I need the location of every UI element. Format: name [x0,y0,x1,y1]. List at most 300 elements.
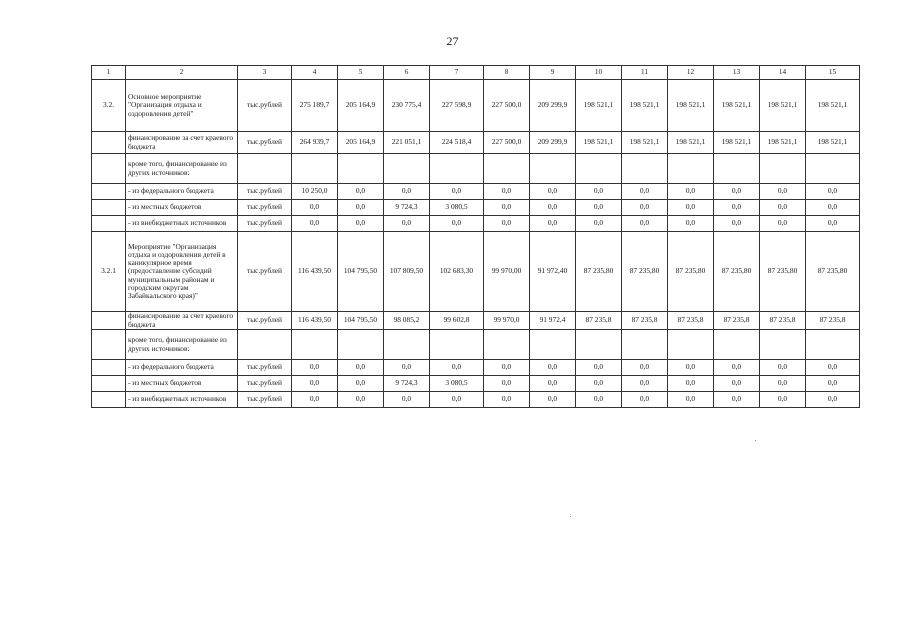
cell-text: 0,0 [827,394,838,404]
cell-text: тыс.рублей [246,137,283,147]
amount-cell [622,184,668,200]
amount-cell [622,80,668,132]
amount-cell [760,216,806,232]
row-code [92,392,126,408]
amount-cell [760,392,806,408]
cell-text: 0,0 [355,218,366,228]
row-code [92,216,126,232]
amount-cell [384,80,430,132]
amount-cell [622,312,668,330]
cell-text: 0,0 [639,202,650,212]
column-header: 5 [338,66,384,80]
cell-text: 0,0 [451,394,462,404]
cell-text: тыс.рублей [246,100,283,110]
description-text: финансирование за счет краевого бюджета [128,311,234,329]
row-unit [238,184,292,200]
cell-text: 0,0 [827,202,838,212]
row-code [92,132,126,154]
amount-cell [484,132,530,154]
cell-text: 0,0 [777,202,788,212]
cell-text: 221 051,1 [391,137,422,147]
cell-text: 0,0 [731,362,742,372]
cell-text: 0,0 [547,362,558,372]
amount-cell [806,216,860,232]
amount-cell [384,312,430,330]
amount-cell [384,132,430,154]
row-3-2-other-note [92,154,860,184]
cell-text: 0,0 [547,378,558,388]
row-unit [238,132,292,154]
cell-text: тыс.рублей [246,378,283,388]
description-text: - из внебюджетных источников [128,394,227,404]
cell-text: 0,0 [501,394,512,404]
cell-text: 0,0 [355,202,366,212]
cell-text: 102 683,30 [439,266,474,276]
cell-text: 0,0 [501,202,512,212]
cell-text: 3.2.1 [101,266,116,276]
cell-text: 87 235,80 [721,266,752,276]
scan-speck [755,440,756,441]
amount-cell [430,312,484,330]
cell-text: 0,0 [731,186,742,196]
cell-text: 198 521,1 [721,100,752,110]
cell-text: 0,0 [827,218,838,228]
budget-table [91,65,860,408]
cell-text: 87 235,80 [629,266,660,276]
amount-cell [530,376,576,392]
amount-cell [292,360,338,376]
cell-text: тыс.рублей [246,394,283,404]
cell-text: 0,0 [777,218,788,228]
amount-cell [714,360,760,376]
amount-cell [430,376,484,392]
cell-text: 99 970,0 [493,315,520,325]
amount-cell [484,80,530,132]
amount-cell [430,330,484,360]
cell-text: тыс.рублей [246,186,283,196]
column-header: 15 [806,66,860,80]
amount-cell [576,376,622,392]
cell-text: 0,0 [309,202,320,212]
amount-cell [430,232,484,312]
row-description [126,232,238,312]
row-code [92,184,126,200]
amount-cell [714,330,760,360]
amount-cell [484,392,530,408]
amount-cell [530,154,576,184]
amount-cell [622,216,668,232]
column-header: 4 [292,66,338,80]
scan-speck [570,516,571,517]
amount-cell [384,232,430,312]
amount-cell [576,184,622,200]
cell-text: 3 080,5 [445,202,468,212]
cell-text: 0,0 [451,362,462,372]
cell-text: тыс.рублей [246,218,283,228]
amount-cell [576,132,622,154]
amount-cell [530,132,576,154]
amount-cell [714,154,760,184]
cell-text: 227 500,0 [491,100,522,110]
column-header: 7 [430,66,484,80]
amount-cell [338,80,384,132]
cell-text: 0,0 [685,202,696,212]
cell-text: 0,0 [777,378,788,388]
amount-cell [292,392,338,408]
row-code [92,330,126,360]
amount-cell [760,312,806,330]
cell-text: 0,0 [501,362,512,372]
amount-cell [384,184,430,200]
amount-cell [292,232,338,312]
column-header: 2 [126,66,238,80]
cell-text: 87 235,8 [819,315,846,325]
column-header: 11 [622,66,668,80]
amount-cell [530,80,576,132]
cell-text: 87 235,80 [583,266,614,276]
amount-cell [530,216,576,232]
row-code [92,154,126,184]
description-text: кроме того, финансирование из других источников: [128,335,227,353]
description-text: - из местных бюджетов [128,378,202,388]
amount-cell [576,216,622,232]
cell-text: 0,0 [401,218,412,228]
amount-cell [338,184,384,200]
cell-text: 3.2. [102,100,115,110]
amount-cell [484,330,530,360]
row-3-2-1-federal [92,360,860,376]
row-description [126,312,238,330]
amount-cell [714,312,760,330]
amount-cell [714,184,760,200]
cell-text: 230 775,4 [391,100,422,110]
amount-cell [668,80,714,132]
amount-cell [338,330,384,360]
cell-text: 0,0 [593,218,604,228]
cell-text: 0,0 [401,186,412,196]
row-description [126,360,238,376]
amount-cell [384,392,430,408]
cell-text: 0,0 [639,394,650,404]
amount-cell [576,232,622,312]
cell-text: 98 085,2 [393,315,420,325]
cell-text: 0,0 [547,394,558,404]
amount-cell [714,232,760,312]
amount-cell [430,392,484,408]
page-number: 27 [446,34,459,48]
amount-cell [430,184,484,200]
cell-text: 0,0 [593,186,604,196]
cell-text: 99 970,00 [491,266,522,276]
row-description [126,184,238,200]
cell-text: 104 795,50 [343,266,378,276]
row-unit [238,80,292,132]
cell-text: 87 235,8 [769,315,796,325]
amount-cell [576,312,622,330]
amount-cell [760,330,806,360]
amount-cell [484,312,530,330]
cell-text: 0,0 [355,362,366,372]
cell-text: 91 972,4 [539,315,566,325]
cell-text: 0,0 [401,394,412,404]
amount-cell [292,80,338,132]
amount-cell [484,216,530,232]
amount-cell [760,232,806,312]
row-description [126,376,238,392]
row-unit [238,376,292,392]
amount-cell [292,376,338,392]
column-header: 1 [92,66,126,80]
column-header: 14 [760,66,806,80]
header-row [92,66,860,80]
cell-text: 87 235,8 [585,315,612,325]
cell-text: 0,0 [451,186,462,196]
amount-cell [668,360,714,376]
amount-cell [806,330,860,360]
cell-text: 0,0 [451,218,462,228]
description-text: кроме того, финансирование из других источников: [128,159,227,177]
amount-cell [668,232,714,312]
amount-cell [714,132,760,154]
amount-cell [338,216,384,232]
cell-text: 0,0 [639,186,650,196]
cell-text: 0,0 [547,202,558,212]
description-text: Основное мероприятие "Организация отдыха и оздоровления детей" [128,92,202,118]
row-unit [238,232,292,312]
description-text: - из федерального бюджета [128,362,214,372]
amount-cell [714,80,760,132]
cell-text: 198 521,1 [629,137,660,147]
cell-text: 0,0 [355,378,366,388]
amount-cell [338,232,384,312]
cell-text: 0,0 [685,394,696,404]
row-3-2-1-extrabudget [92,392,860,408]
amount-cell [430,154,484,184]
row-unit [238,216,292,232]
cell-text: тыс.рублей [246,202,283,212]
amount-cell [760,184,806,200]
cell-text: 0,0 [685,186,696,196]
column-header: 8 [484,66,530,80]
cell-text: 198 521,1 [817,137,848,147]
amount-cell [576,392,622,408]
cell-text: 0,0 [827,186,838,196]
amount-cell [622,330,668,360]
amount-cell [530,360,576,376]
amount-cell [484,360,530,376]
amount-cell [530,330,576,360]
amount-cell [576,330,622,360]
cell-text: 0,0 [355,186,366,196]
cell-text: 0,0 [309,378,320,388]
cell-text: 227 598,9 [441,100,472,110]
cell-text: 99 602,8 [443,315,470,325]
row-unit [238,360,292,376]
row-description [126,392,238,408]
cell-text: 107 809,50 [389,266,424,276]
amount-cell [806,132,860,154]
amount-cell [338,312,384,330]
cell-text: 91 972,40 [537,266,568,276]
cell-text: 0,0 [309,218,320,228]
cell-text: тыс.рублей [246,266,283,276]
cell-text: 224 518,4 [441,137,472,147]
cell-text: 198 521,1 [817,100,848,110]
amount-cell [384,216,430,232]
amount-cell [806,200,860,216]
amount-cell [430,360,484,376]
description-text: - из местных бюджетов [128,202,202,212]
amount-cell [668,330,714,360]
amount-cell [292,216,338,232]
cell-text: 275 189,7 [299,100,330,110]
amount-cell [338,200,384,216]
cell-text: 0,0 [731,378,742,388]
amount-cell [668,312,714,330]
cell-text: 0,0 [355,394,366,404]
column-header: 12 [668,66,714,80]
amount-cell [530,392,576,408]
row-unit [238,200,292,216]
column-header: 10 [576,66,622,80]
amount-cell [806,360,860,376]
cell-text: 198 521,1 [767,137,798,147]
amount-cell [622,132,668,154]
amount-cell [338,376,384,392]
cell-text: 198 521,1 [675,100,706,110]
cell-text: 87 235,80 [817,266,848,276]
amount-cell [622,232,668,312]
row-3-2-1-other-note [92,330,860,360]
amount-cell [806,232,860,312]
amount-cell [760,132,806,154]
amount-cell [622,360,668,376]
cell-text: 116 439,50 [298,315,331,325]
column-header: 13 [714,66,760,80]
amount-cell [806,376,860,392]
cell-text: 0,0 [547,218,558,228]
cell-text: 0,0 [777,394,788,404]
amount-cell [760,200,806,216]
cell-text: 0,0 [639,362,650,372]
amount-cell [576,80,622,132]
amount-cell [622,376,668,392]
cell-text: 0,0 [685,362,696,372]
amount-cell [338,360,384,376]
cell-text: 0,0 [827,362,838,372]
cell-text: 0,0 [593,394,604,404]
amount-cell [806,312,860,330]
cell-text: тыс.рублей [246,315,283,325]
row-code [92,312,126,330]
row-unit [238,392,292,408]
amount-cell [668,184,714,200]
cell-text: 0,0 [593,362,604,372]
row-3-2-1 [92,232,860,312]
amount-cell [384,200,430,216]
amount-cell [622,392,668,408]
cell-text: 0,0 [685,378,696,388]
cell-text: 0,0 [777,362,788,372]
amount-cell [576,154,622,184]
cell-text: 87 235,8 [723,315,750,325]
cell-text: 0,0 [593,202,604,212]
amount-cell [714,216,760,232]
amount-cell [530,232,576,312]
amount-cell [430,80,484,132]
cell-text: 0,0 [777,186,788,196]
amount-cell [384,330,430,360]
amount-cell [430,216,484,232]
description-text: Мероприятие "Организация отдыха и оздоровления детей в каникулярное время (предоставление субсидий муниципальным районам и городским округам Забайкальского края)" [128,241,226,301]
amount-cell [292,132,338,154]
amount-cell [484,376,530,392]
cell-text: 9 724,3 [395,202,418,212]
cell-text: 198 521,1 [629,100,660,110]
cell-text: 264 939,7 [299,137,330,147]
amount-cell [760,376,806,392]
row-3-2-1-local [92,376,860,392]
amount-cell [576,200,622,216]
row-description [126,132,238,154]
cell-text: 10 250,0 [301,186,328,196]
row-code [92,232,126,312]
amount-cell [622,200,668,216]
cell-text: 116 439,50 [298,266,331,276]
cell-text: 198 521,1 [583,100,614,110]
row-3-2-1-regional [92,312,860,330]
cell-text: 9 724,3 [395,378,418,388]
row-description [126,330,238,360]
cell-text: 87 235,80 [767,266,798,276]
row-code [92,376,126,392]
cell-text: 87 235,80 [675,266,706,276]
row-description [126,200,238,216]
row-description [126,154,238,184]
amount-cell [668,376,714,392]
row-3-2-regional [92,132,860,154]
amount-cell [484,200,530,216]
cell-text: 227 500,0 [491,137,522,147]
amount-cell [430,200,484,216]
column-header: 3 [238,66,292,80]
cell-text: 0,0 [731,394,742,404]
row-description [126,80,238,132]
cell-text: 209 299,9 [537,137,568,147]
amount-cell [714,392,760,408]
cell-text: 0,0 [731,218,742,228]
description-text: - из внебюджетных источников [128,218,227,228]
cell-text: 0,0 [401,362,412,372]
description-text: финансирование за счет краевого бюджета [128,133,234,151]
amount-cell [714,200,760,216]
cell-text: 0,0 [685,218,696,228]
amount-cell [668,200,714,216]
amount-cell [806,154,860,184]
column-header: 6 [384,66,430,80]
cell-text: 87 235,8 [631,315,658,325]
row-code [92,80,126,132]
cell-text: 205 164,9 [345,100,376,110]
cell-text: 0,0 [547,186,558,196]
row-3-2-federal [92,184,860,200]
amount-cell [530,184,576,200]
cell-text: тыс.рублей [246,362,283,372]
row-unit [238,330,292,360]
column-header: 9 [530,66,576,80]
amount-cell [292,184,338,200]
amount-cell [384,154,430,184]
